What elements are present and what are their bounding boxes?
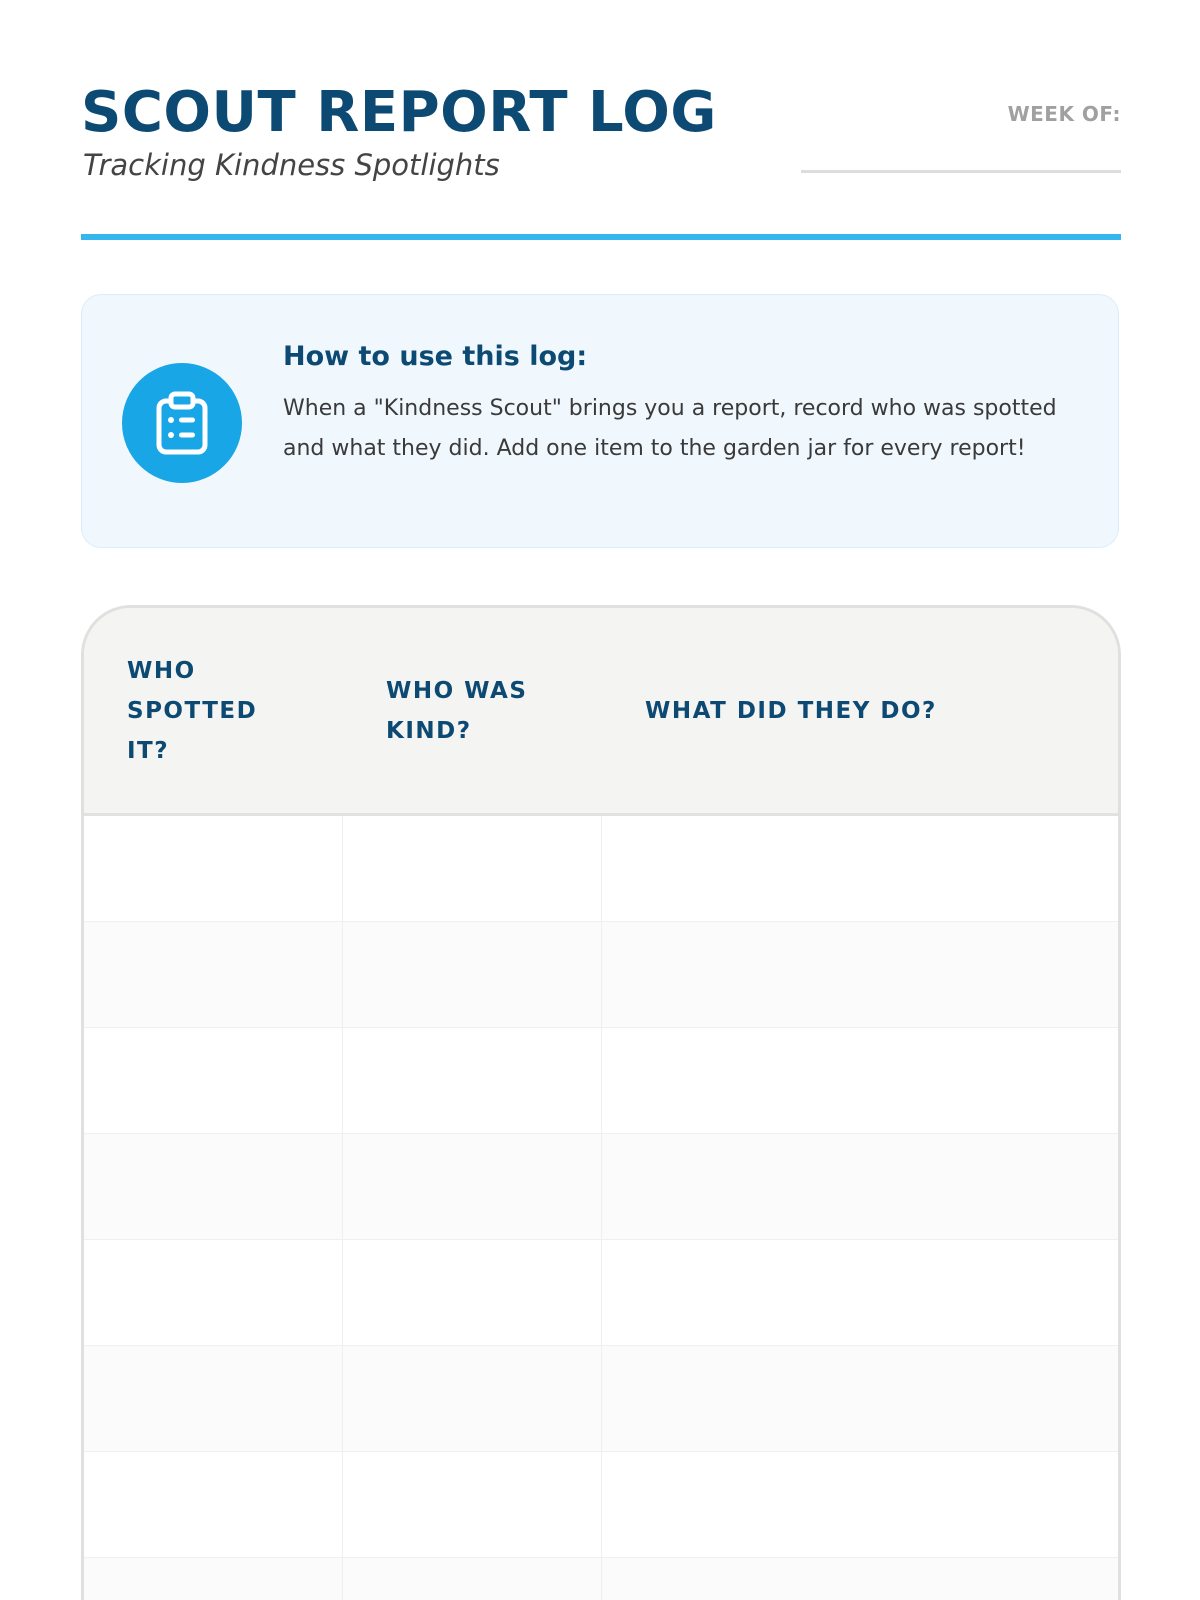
clipboard-list-icon — [122, 363, 242, 483]
column-header-what-did-they-do: WHAT DID THEY DO? — [645, 697, 937, 724]
column-header-who-spotted: WHO SPOTTED IT? — [127, 657, 258, 764]
who-was-kind-cell[interactable] — [343, 1558, 602, 1600]
table-row — [84, 1028, 1118, 1134]
table-row — [84, 922, 1118, 1028]
table-body — [84, 816, 1118, 1600]
who-was-kind-cell[interactable] — [343, 1134, 602, 1240]
who-spotted-cell[interactable] — [84, 1240, 343, 1346]
who-spotted-cell[interactable] — [84, 1558, 343, 1600]
table-header — [84, 608, 1118, 816]
table-row — [84, 1240, 1118, 1346]
what-did-they-do-cell[interactable] — [602, 922, 1118, 1028]
instructions-box — [81, 294, 1119, 548]
who-spotted-cell[interactable] — [84, 816, 343, 922]
who-spotted-cell[interactable] — [84, 1346, 343, 1452]
who-spotted-cell[interactable] — [84, 1452, 343, 1558]
what-did-they-do-cell[interactable] — [602, 1558, 1118, 1600]
who-was-kind-cell[interactable] — [343, 1452, 602, 1558]
what-did-they-do-cell[interactable] — [602, 816, 1118, 922]
who-spotted-cell[interactable] — [84, 922, 343, 1028]
header — [81, 80, 1121, 240]
table-row — [84, 1558, 1118, 1600]
table-row — [84, 1452, 1118, 1558]
instructions-text: When a "Kindness Scout" brings you a report, record who was spotted and what they did. Add one item to the garden jar for every report! — [283, 396, 1057, 461]
what-did-they-do-cell[interactable] — [602, 1452, 1118, 1558]
table-row — [84, 1346, 1118, 1452]
page-title: SCOUT REPORT LOG — [81, 80, 717, 145]
header-divider — [81, 234, 1121, 240]
week-of-field[interactable] — [801, 170, 1121, 173]
what-did-they-do-cell[interactable] — [602, 1028, 1118, 1134]
column-header-who-was-kind: WHO WAS KIND? — [386, 677, 528, 744]
table-row — [84, 816, 1118, 922]
what-did-they-do-cell[interactable] — [602, 1134, 1118, 1240]
page-subtitle: Tracking Kindness Spotlights — [83, 148, 500, 182]
who-was-kind-cell[interactable] — [343, 816, 602, 922]
who-was-kind-cell[interactable] — [343, 1028, 602, 1134]
who-was-kind-cell[interactable] — [343, 1240, 602, 1346]
week-of-label: WEEK OF: — [1007, 102, 1121, 126]
report-log-table — [81, 605, 1121, 1600]
what-did-they-do-cell[interactable] — [602, 1346, 1118, 1452]
who-spotted-cell[interactable] — [84, 1028, 343, 1134]
instructions-heading: How to use this log: — [283, 341, 588, 372]
table-row — [84, 1134, 1118, 1240]
who-was-kind-cell[interactable] — [343, 922, 602, 1028]
what-did-they-do-cell[interactable] — [602, 1240, 1118, 1346]
who-was-kind-cell[interactable] — [343, 1346, 602, 1452]
who-spotted-cell[interactable] — [84, 1134, 343, 1240]
